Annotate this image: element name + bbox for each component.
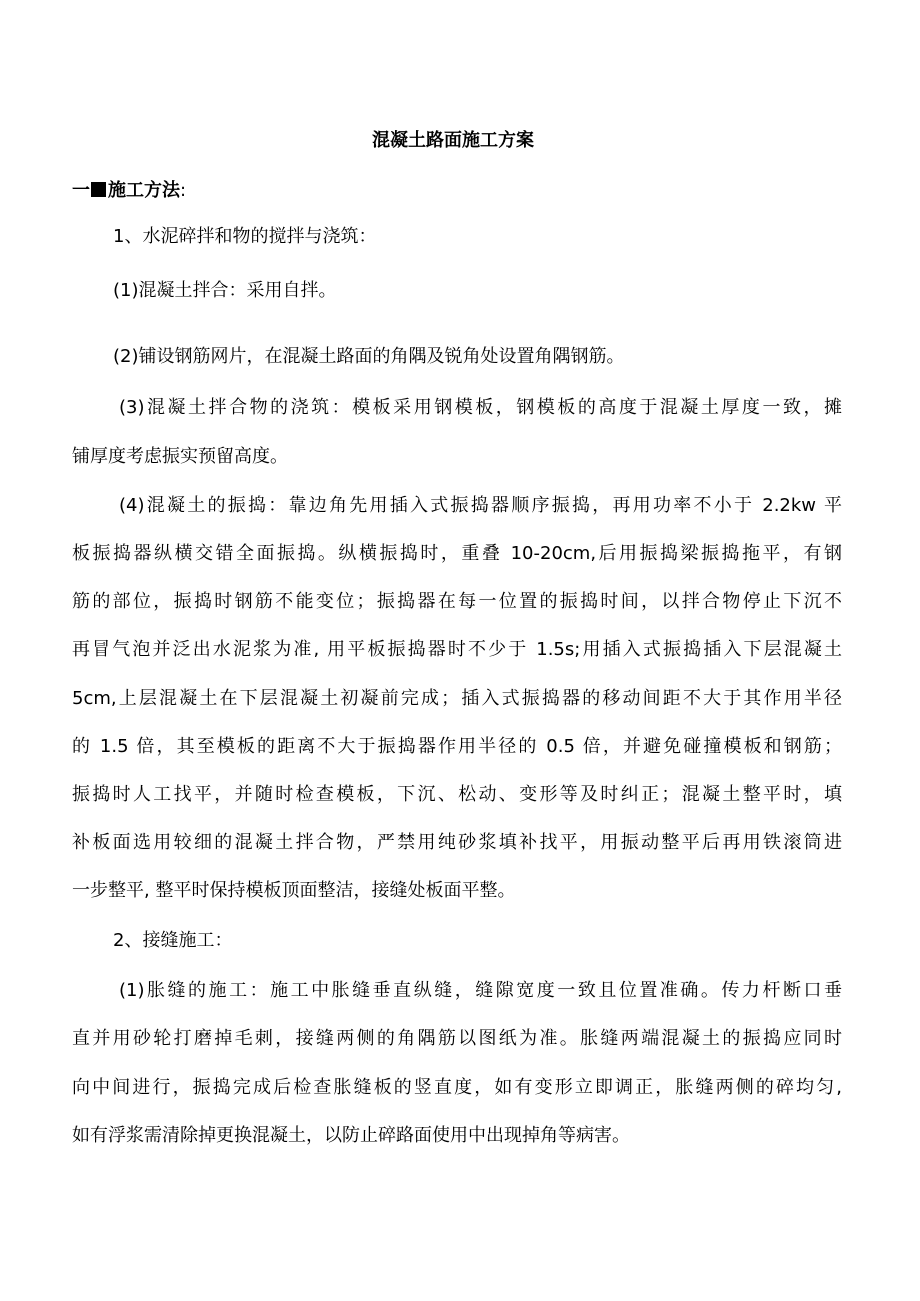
item2-paragraph-1-line: 如有浮浆需清除掉更换混凝土，以防止碎路面使用中出现掉角等病害。 [72,1125,630,1146]
item1-paragraph-3-line: 铺厚度考虑振实预留高度。 [72,446,288,467]
item1-heading: 1、水泥碎拌和物的搅拌与浇筑： [113,226,377,247]
item1-paragraph-4-line: 的 1.5 倍，其至模板的距离不大于振捣器作用半径的 0.5 倍，并避免碰撞模板和钢筋； [72,736,842,757]
section-heading-colon: : [180,180,187,201]
document-title: 混凝土路面施工方案 [372,130,534,151]
item2-paragraph-1-line: 直并用砂轮打磨掉毛刺，接缝两侧的角隅筋以图纸为准。胀缝两端混凝土的振捣应同时 [72,1028,842,1049]
item1-paragraph-1: (1)混凝土拌合：采用自拌。 [113,280,337,301]
item1-paragraph-4-line: 5cm,上层混凝土在下层混凝土初凝前完成；插入式振捣器的移动间距不大于其作用半径 [72,688,842,709]
item2-paragraph-1-line: (1)胀缝的施工：施工中胀缝垂直纵缝，缝隙宽度一致且位置准确。传力杆断口垂 [119,980,842,1001]
item1-paragraph-4-line: 再冒气泡并泛出水泥浆为准, 用平板振捣器时不少于 1.5s;用插入式振捣插入下层混凝土 [72,639,842,660]
item1-paragraph-4-line: 板振捣器纵横交错全面振捣。纵横振捣时，重叠 10-20cm,后用振捣梁振捣拖平，有钢 [72,543,842,564]
item1-paragraph-4-line: 一步整平, 整平时保持模板顶面整洁，接缝处板面平整。 [72,880,516,901]
item1-paragraph-4-line: 补板面选用较细的混凝土拌合物，严禁用纯砂浆填补找平，用振动整平后再用铁滚筒进 [72,832,842,853]
item2-heading: 2、接缝施工： [113,930,233,951]
item1-paragraph-4-line: 筋的部位，振捣时钢筋不能变位；振捣器在每一位置的振捣时间，以拌合物停止下沉不 [72,591,842,612]
item1-paragraph-2: (2)铺设钢筋网片，在混凝土路面的角隅及锐角处设置角隅钢筋。 [113,346,625,367]
black-square-icon [91,182,106,197]
section-heading-text: 施工方法 [108,180,180,201]
item1-paragraph-4-line: 振捣时人工找平，并随时检查模板，下沉、松动、变形等及时纠正；混凝土整平时，填 [72,784,842,805]
item1-paragraph-4-line: (4)混凝土的振捣：靠边角先用插入式振捣器顺序振捣，再用功率不小于 2.2kw 平 [119,495,842,516]
section-heading-construction-method [72,176,186,206]
item2-paragraph-1-line: 向中间进行，振捣完成后检查胀缝板的竖直度，如有变形立即调正，胀缝两侧的碎均匀, [72,1077,842,1098]
section-number: 一 [72,180,90,201]
item1-paragraph-3-line: (3)混凝土拌合物的浇筑：模板采用钢模板，钢模板的高度于混凝土厚度一致，摊 [119,397,842,418]
